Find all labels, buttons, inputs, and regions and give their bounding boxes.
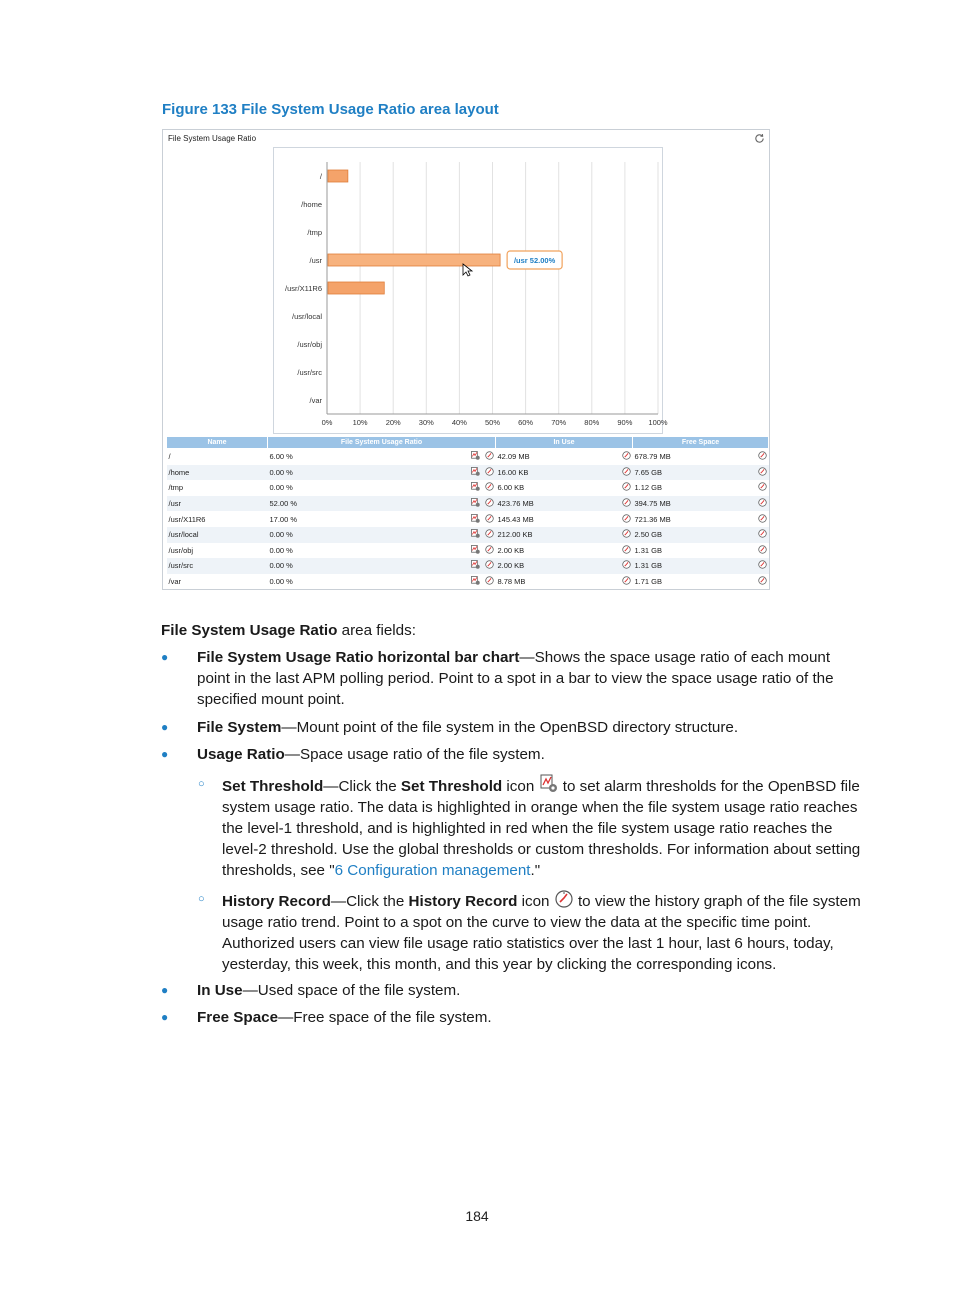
cell-in-use-value: 6.00 KB (497, 483, 525, 493)
history-record-icon[interactable] (758, 545, 767, 556)
bullet-free-space (197, 1007, 867, 1028)
cell-usage-value: 0.00 % (269, 530, 293, 540)
usage-bar-chart (273, 147, 668, 434)
set-threshold-icon[interactable] (471, 467, 480, 478)
cell-in-use-value: 2.00 KB (497, 561, 525, 571)
cell-in-use-value: 16.00 KB (497, 467, 529, 477)
history-record-icon[interactable] (485, 451, 494, 462)
sub-bullet-history-record (222, 889, 867, 975)
cell-name: /home (167, 465, 268, 481)
intro-rest: area fields: (337, 622, 416, 639)
history-record-icon[interactable] (758, 560, 767, 571)
cell-usage-value: 0.00 % (269, 467, 293, 477)
b2-rest: —Mount point of the file system in the OpenBSD directory structure. (281, 719, 739, 736)
history-record-icon[interactable] (758, 482, 767, 493)
history-record-icon[interactable] (758, 576, 767, 587)
cell-usage-value: 6.00 % (269, 452, 293, 462)
s1-bold2: Set Threshold (400, 778, 503, 795)
history-record-icon[interactable] (485, 482, 494, 493)
s2-mid: —Click the (330, 893, 409, 910)
cell-name: /usr (167, 496, 268, 512)
history-record-icon[interactable] (485, 514, 494, 525)
table-row (167, 449, 769, 465)
intro-paragraph (161, 620, 871, 641)
cell-usage-value: 52.00 % (269, 499, 298, 509)
y-tick-label: / (319, 172, 322, 181)
s1-rest: to set alarm thresholds for the OpenBSD file system usage ratio. The data is highlighted in orange when the file system usage ratio reaches the level-1 threshold, and is highlighted in red when the file system usage ratio reaches the level-2 threshold. Use the global thresholds or custom thresholds. For information about setting thresholds, see " (222, 778, 861, 879)
y-tick-label: /usr/src (297, 368, 322, 377)
cell-in-use-value: 145.43 MB (497, 514, 534, 524)
y-tick-label: /usr/X11R6 (285, 284, 322, 293)
b5-rest: —Free space of the file system. (278, 1009, 492, 1026)
bar[interactable] (328, 282, 384, 294)
history-record-icon[interactable] (758, 514, 767, 525)
x-tick-label: 100% (648, 418, 668, 427)
history-record-icon[interactable] (622, 451, 631, 462)
x-tick-label: 40% (451, 418, 467, 427)
cell-free-space (633, 574, 769, 590)
x-tick-label: 90% (617, 418, 633, 427)
x-tick-label: 80% (584, 418, 600, 427)
set-threshold-icon[interactable] (471, 560, 480, 571)
history-record-icon[interactable] (758, 498, 767, 509)
col-header-usage-ratio[interactable]: File System Usage Ratio (268, 437, 496, 449)
cell-in-use (496, 449, 633, 465)
x-tick-label: 20% (385, 418, 401, 427)
cell-in-use (496, 527, 633, 543)
cell-in-use (496, 465, 633, 481)
sub-bullet-circle: ○ (198, 778, 205, 790)
cell-free-space (633, 558, 769, 574)
x-tick-label: 30% (418, 418, 434, 427)
cell-free-space (633, 543, 769, 559)
cell-in-use-value: 423.76 MB (497, 499, 534, 509)
s1-bold: Set Threshold (222, 778, 324, 795)
cell-free-space (633, 449, 769, 465)
cell-free-space (633, 465, 769, 481)
s2-bold2: History Record (408, 893, 518, 910)
s1-icon-word: icon (502, 778, 539, 795)
history-record-icon[interactable] (622, 529, 631, 540)
usage-bar-chart-svg (274, 148, 668, 435)
cell-usage-ratio (268, 543, 496, 559)
cell-free-space-value: 1.12 GB (634, 483, 663, 493)
bullet-dot: ● (161, 650, 169, 664)
table-row (167, 496, 769, 512)
cell-usage-ratio (268, 496, 496, 512)
file-system-usage-panel (162, 129, 770, 590)
history-record-icon[interactable] (622, 545, 631, 556)
panel-title: File System Usage Ratio (168, 134, 257, 143)
b4-bold: In Use (197, 982, 243, 999)
y-tick-label: /tmp (307, 228, 322, 237)
cell-free-space-value: 721.36 MB (634, 514, 671, 524)
cell-free-space (633, 511, 769, 527)
bullet-dot: ● (161, 983, 169, 997)
y-tick-label: /var (309, 396, 322, 405)
bullet-dot: ● (161, 747, 169, 761)
b1-rest: —Shows the space usage ratio of each mount point in the last APM polling period. Point to a spot in a bar to view the space usage ratio of the specified mount point. (197, 649, 834, 708)
history-record-icon[interactable] (758, 467, 767, 478)
cell-free-space-value: 678.79 MB (634, 452, 671, 462)
bullet-in-use (197, 980, 867, 1001)
history-record-icon[interactable] (622, 560, 631, 571)
bar[interactable] (328, 254, 500, 266)
cell-name: /usr/obj (168, 545, 194, 555)
x-tick-label: 70% (551, 418, 567, 427)
bullet-bar-chart (197, 647, 867, 710)
cell-in-use (496, 543, 633, 559)
cell-usage-value: 17.00 % (269, 514, 298, 524)
set-threshold-icon[interactable] (471, 498, 480, 509)
b1-bold: File System Usage Ratio horizontal bar chart (197, 649, 520, 666)
cell-usage-value: 0.00 % (269, 545, 293, 555)
history-record-icon[interactable] (485, 498, 494, 509)
set-threshold-icon[interactable] (471, 576, 480, 587)
history-record-icon[interactable] (485, 560, 494, 571)
bullet-dot: ● (161, 720, 169, 734)
table-row (167, 511, 769, 527)
y-tick-label: /usr/local (291, 312, 322, 321)
bullet-usage-ratio (197, 744, 867, 765)
cell-free-space-value: 394.75 MB (634, 499, 671, 509)
cell-in-use-value: 2.00 KB (497, 545, 525, 555)
cell-usage-value: 0.00 % (269, 483, 293, 493)
history-record-icon[interactable] (622, 482, 631, 493)
table-row (167, 574, 769, 590)
cell-name: /usr/src (167, 558, 268, 574)
cell-in-use (496, 496, 633, 512)
intro-bold: File System Usage Ratio (161, 622, 338, 639)
set-threshold-icon[interactable] (471, 545, 480, 556)
history-record-icon (554, 889, 574, 909)
cell-usage-ratio (268, 574, 496, 590)
set-threshold-icon[interactable] (471, 451, 480, 462)
cell-free-space-value: 2.50 GB (634, 530, 663, 540)
col-header-name[interactable]: Name (167, 437, 268, 449)
cell-usage-ratio (268, 558, 496, 574)
b3-rest: —Space usage ratio of the file system. (284, 746, 545, 763)
table-row (167, 480, 769, 496)
y-tick-label: /usr (309, 256, 322, 265)
table-row (167, 558, 769, 574)
history-record-icon[interactable] (622, 467, 631, 478)
cell-free-space (633, 480, 769, 496)
s2-bold: History Record (222, 893, 331, 910)
x-tick-label: 0% (321, 418, 333, 427)
b4-rest: —Used space of the file system. (242, 982, 461, 999)
file-system-table-body (167, 449, 769, 590)
history-record-icon[interactable] (758, 529, 767, 540)
page-number: 184 (465, 1208, 489, 1224)
table-row (167, 543, 769, 559)
set-threshold-icon[interactable] (471, 482, 480, 493)
history-record-icon[interactable] (485, 576, 494, 587)
s1-mid: —Click the (323, 778, 401, 795)
cell-name: /usr/local (167, 527, 268, 543)
history-record-icon[interactable] (485, 529, 494, 540)
file-system-table (166, 436, 769, 589)
history-record-icon[interactable] (758, 451, 767, 462)
s2-icon-word: icon (517, 893, 554, 910)
history-record-icon[interactable] (485, 467, 494, 478)
sub-bullet-set-threshold (222, 774, 867, 881)
bar-tooltip-text: /usr 52.00% (513, 256, 556, 265)
set-threshold-icon[interactable] (471, 529, 480, 540)
cell-name: /tmp (168, 483, 184, 493)
cell-free-space-value: 1.71 GB (634, 577, 663, 587)
s1-end: ." (530, 862, 541, 879)
cell-in-use (496, 574, 633, 590)
cell-usage-value: 0.00 % (269, 577, 293, 587)
sub-bullet-circle: ○ (198, 893, 205, 905)
cell-free-space-value: 7.65 GB (634, 467, 663, 477)
cell-in-use-value: 8.78 MB (497, 577, 526, 587)
cell-usage-ratio (268, 527, 496, 543)
y-tick-label: /home (301, 200, 322, 209)
figure-caption: Figure 133 File System Usage Ratio area layout (162, 101, 499, 118)
cell-free-space-value: 1.31 GB (634, 545, 663, 555)
cell-name: /usr/X11R6 (168, 514, 206, 524)
cell-free-space (633, 496, 769, 512)
cell-name: / (168, 452, 171, 462)
bullet-dot: ● (161, 1010, 169, 1024)
history-record-icon[interactable] (622, 514, 631, 525)
col-header-free-space[interactable]: Free Space (633, 437, 769, 449)
b2-bold: File System (197, 719, 282, 736)
cell-in-use-value: 212.00 KB (497, 530, 533, 540)
refresh-icon[interactable] (754, 133, 765, 144)
history-record-icon[interactable] (622, 498, 631, 509)
set-threshold-icon (539, 774, 559, 794)
set-threshold-icon[interactable] (471, 514, 480, 525)
cell-free-space (633, 527, 769, 543)
bar[interactable] (328, 170, 348, 182)
cell-in-use-value: 42.09 MB (497, 452, 530, 462)
configuration-management-link[interactable]: 6 Configuration management (334, 862, 531, 879)
b3-bold: Usage Ratio (197, 746, 285, 763)
x-tick-label: 60% (518, 418, 534, 427)
cell-usage-ratio (268, 465, 496, 481)
history-record-icon[interactable] (622, 576, 631, 587)
y-tick-label: /usr/obj (297, 340, 322, 349)
table-row (167, 527, 769, 543)
cell-usage-ratio (268, 511, 496, 527)
cell-in-use (496, 511, 633, 527)
table-row (167, 465, 769, 481)
cell-name: /var (168, 577, 182, 587)
x-tick-label: 10% (352, 418, 368, 427)
bullet-file-system (197, 717, 867, 738)
cell-in-use (496, 558, 633, 574)
b5-bold: Free Space (197, 1009, 279, 1026)
s2-rest: to view the history graph of the file system usage ratio trend. Point to a spot on the curve to view the data at the specific time point. Authorized users can view file usage ratio statistics over the last 1 hour, last 6 hours, today, yesterday, this week, this month, and this year by clicking the corresponding icons. (222, 893, 861, 973)
cell-usage-ratio (268, 449, 496, 465)
history-record-icon[interactable] (485, 545, 494, 556)
cell-in-use (496, 480, 633, 496)
cell-usage-value: 0.00 % (269, 561, 293, 571)
cell-usage-ratio (268, 480, 496, 496)
cell-free-space-value: 1.31 GB (634, 561, 663, 571)
x-tick-label: 50% (484, 418, 501, 427)
col-header-in-use[interactable]: In Use (496, 437, 633, 449)
